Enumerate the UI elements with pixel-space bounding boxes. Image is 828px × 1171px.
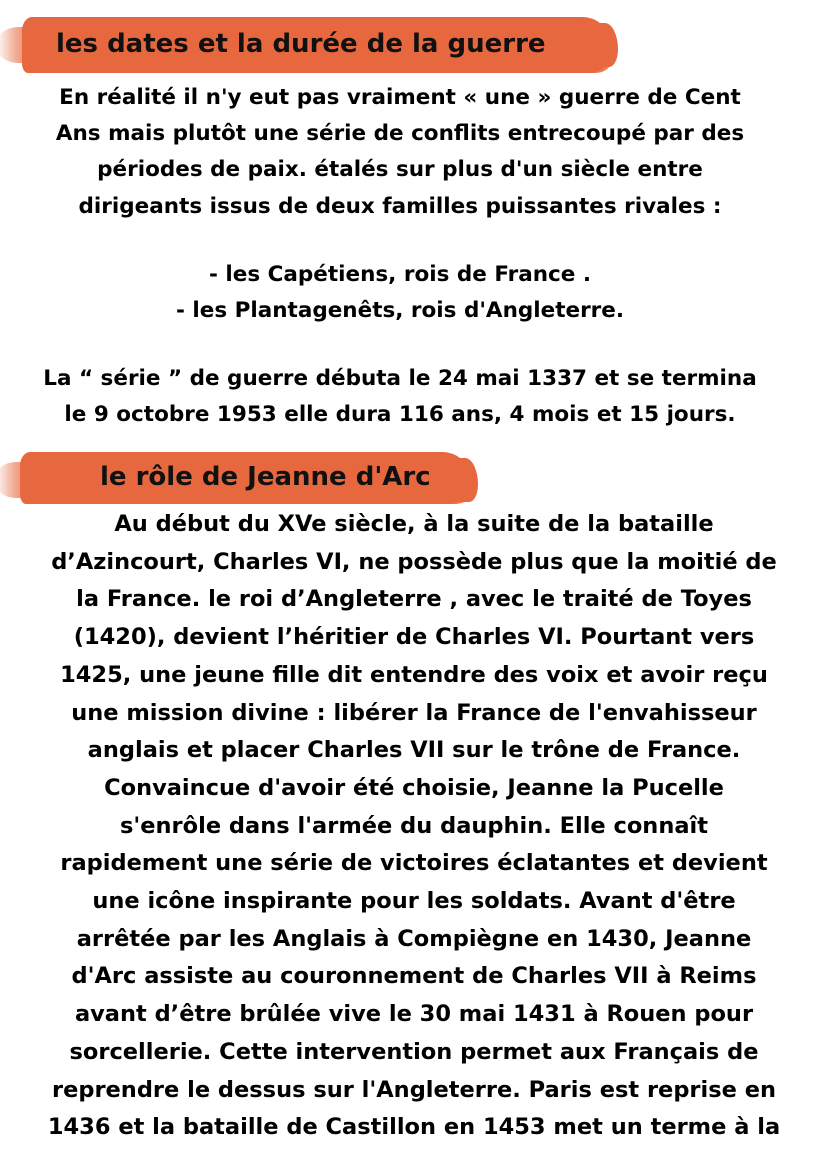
- blank-line: [0, 329, 800, 361]
- text-line: rapidement une série de victoires éclatantes et devient: [60, 850, 768, 877]
- blank-line: [0, 225, 800, 257]
- text-line: sorcellerie. Cette intervention permet aux Français de: [69, 1038, 759, 1065]
- text-line: anglais et placer Charles VII sur le trône de France.: [87, 737, 741, 764]
- text-line: une mission divine : libérer la France de l'envahisseur: [71, 699, 757, 726]
- text-line: le 9 octobre 1953 elle dura 116 ans, 4 mois et 15 jours.: [64, 402, 736, 428]
- text-line: s'enrôle dans l'armée du dauphin. Elle connaît: [120, 812, 708, 839]
- text-line: (1420), devient l’héritier de Charles VI. Pourtant vers: [73, 624, 755, 651]
- text-line: 1436 et la bataille de Castillon en 1453 met un terme à la: [47, 1114, 781, 1141]
- text-line: Convaincue d'avoir été choisie, Jeanne la Pucelle: [104, 774, 724, 801]
- paragraph-role-jeanne-darc: [0, 506, 828, 1147]
- text-line: d’Azincourt, Charles VI, ne possède plus que la moitié de: [51, 548, 777, 575]
- text-line: reprendre le dessus sur l'Angleterre. Paris est reprise en: [51, 1076, 776, 1103]
- text-line: dirigeants issus de deux familles puissantes rivales :: [78, 193, 722, 219]
- text-line: arrêtée par les Anglais à Compiègne en 1430, Jeanne: [76, 925, 752, 952]
- text-line: périodes de paix. étalés sur plus d'un siècle entre: [97, 157, 703, 183]
- list-item-capetiens: - les Capétiens, rois de France .: [208, 261, 592, 287]
- heading-dates-duree: les dates et la durée de la guerre: [56, 29, 546, 59]
- text-line: La “ série ” de guerre débuta le 24 mai 1337 et se termina: [43, 366, 757, 392]
- heading-role-jeanne-darc: le rôle de Jeanne d'Arc: [100, 462, 431, 492]
- text-line: En réalité il n'y eut pas vraiment « une » guerre de Cent: [59, 85, 741, 110]
- text-line: 1425, une jeune fille dit entendre des voix et avoir reçu: [60, 661, 768, 688]
- paragraph-dates-duree: [0, 80, 800, 434]
- text-line: la France. le roi d’Angleterre , avec le traité de Toyes: [76, 586, 752, 613]
- text-line: Ans mais plutôt une série de conflits entrecoupé par des: [55, 121, 745, 147]
- text-line: une icône inspirante pour les soldats. Avant d'être: [92, 888, 736, 915]
- text-line: avant d’être brûlée vive le 30 mai 1431 à Rouen pour: [74, 1001, 754, 1028]
- text-line: Au début du XVe siècle, à la suite de la bataille: [114, 511, 714, 537]
- text-line: d'Arc assiste au couronnement de Charles VII à Reims: [71, 963, 757, 990]
- list-item-plantagenets: - les Plantagenêts, rois d'Angleterre.: [175, 298, 625, 324]
